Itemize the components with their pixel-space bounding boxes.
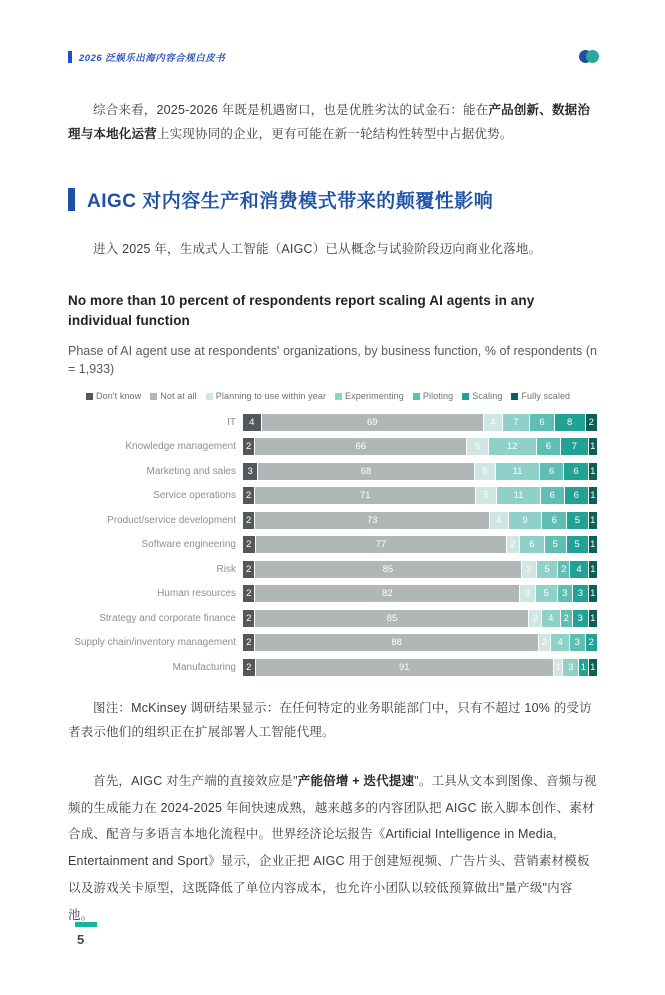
bar-segment bbox=[589, 585, 597, 602]
bar-segment bbox=[243, 414, 261, 431]
bar-segment bbox=[243, 536, 255, 553]
row-label: Manufacturing bbox=[172, 661, 236, 673]
legend-label: Don't know bbox=[96, 391, 142, 401]
bar-segment bbox=[530, 414, 554, 431]
bar-segment-value: 4 bbox=[576, 563, 582, 575]
bar-segment bbox=[490, 512, 508, 529]
chart-row bbox=[68, 557, 597, 582]
text-run: 综合来看，2025-2026 年既是机遇窗口，也是优胜劣汰的试金石：能在 bbox=[93, 103, 489, 117]
bar-segment-value: 3 bbox=[526, 563, 532, 575]
legend-label: Scaling bbox=[472, 391, 503, 401]
bar-segment bbox=[567, 536, 588, 553]
bar-segment-value: 6 bbox=[539, 416, 545, 428]
bar-segment bbox=[243, 585, 254, 602]
chart-row bbox=[68, 459, 597, 484]
bar-segment-value: 1 bbox=[590, 661, 596, 673]
legend-swatch-icon bbox=[150, 393, 157, 400]
stacked-bar bbox=[243, 561, 597, 578]
bar-segment bbox=[255, 561, 520, 578]
bar-segment bbox=[262, 414, 483, 431]
bar-segment-value: 2 bbox=[532, 612, 538, 624]
bar-segment bbox=[243, 438, 254, 455]
bar-segment-value: 3 bbox=[568, 661, 574, 673]
bar-segment-value: 1 bbox=[590, 514, 596, 526]
bar-segment-value: 4 bbox=[548, 612, 554, 624]
bar-segment bbox=[507, 536, 519, 553]
bar-segment bbox=[586, 414, 597, 431]
bar-segment-value: 3 bbox=[524, 588, 531, 599]
intro-paragraph bbox=[68, 98, 597, 146]
bar-segment-value: 3 bbox=[247, 465, 253, 477]
bar-segment bbox=[570, 561, 587, 578]
bar-segment-value: 8 bbox=[567, 416, 573, 428]
row-label: Marketing and sales bbox=[146, 465, 236, 477]
bar-segment-value: 73 bbox=[366, 514, 378, 526]
chart-row bbox=[68, 410, 597, 435]
bar-segment bbox=[243, 610, 254, 627]
stacked-bar bbox=[243, 585, 597, 602]
bar-segment bbox=[537, 561, 557, 578]
page-footer bbox=[75, 922, 97, 947]
bar-segment bbox=[255, 610, 528, 627]
bar-segment-value: 3 bbox=[577, 588, 583, 599]
header-title-group bbox=[68, 50, 225, 64]
section-accent-bar bbox=[68, 188, 75, 211]
bar-segment bbox=[589, 610, 597, 627]
bar-segment bbox=[540, 463, 563, 480]
bar-segment bbox=[256, 659, 553, 676]
text-run: "。工具从文本到图像、音频与视频的生成能力在 2024-2025 年间快速成熟，越来越多的内容团队把 AIGC 嵌入脚本创作、素材合成、配音与多语言本地化流程中。世界经济论坛报告《Artificial Intelligence in Media, Entertainment and Sport》显示，企业正把 AIGC 用于创建短视频、广告片头、营销素材模板以及游戏关卡原型，这既降低了单位内容成本，也允许小团队以较低预算做出"量产级"内容池。 bbox=[68, 773, 597, 922]
bar-segment bbox=[255, 634, 537, 651]
bar-segment-value: 71 bbox=[359, 490, 371, 501]
bar-segment bbox=[520, 536, 544, 553]
legend-item bbox=[335, 391, 404, 401]
row-label: IT bbox=[227, 416, 236, 428]
row-label: Risk bbox=[216, 563, 236, 575]
bar-segment bbox=[563, 659, 578, 676]
section-heading bbox=[68, 186, 597, 213]
bar-segment-value: 12 bbox=[506, 441, 518, 452]
legend-swatch-icon bbox=[206, 393, 213, 400]
document-title: 2026 泛娱乐出海内容合规白皮书 bbox=[79, 53, 226, 64]
bar-segment bbox=[555, 414, 585, 431]
bar-segment bbox=[522, 561, 536, 578]
brand-logo-icon bbox=[579, 50, 603, 64]
bar-segment bbox=[579, 659, 587, 676]
logo-circle-teal bbox=[586, 50, 599, 63]
bar-segment bbox=[243, 463, 257, 480]
bar-segment-value: 2 bbox=[510, 539, 516, 550]
bar-segment bbox=[551, 634, 569, 651]
bar-segment-value: 6 bbox=[573, 490, 579, 501]
bar-segment-value: 88 bbox=[391, 637, 402, 648]
bar-segment bbox=[589, 659, 597, 676]
bar-segment bbox=[536, 585, 557, 602]
document-page bbox=[0, 50, 665, 995]
bar-segment-value: 2 bbox=[246, 441, 252, 452]
stacked-bar bbox=[243, 659, 597, 676]
bar-segment-value: 1 bbox=[555, 661, 561, 673]
legend-swatch-icon bbox=[86, 393, 93, 400]
chart-title: No more than 10 percent of respondents report scaling AI agents in any individual function bbox=[68, 293, 535, 328]
chart-row bbox=[68, 606, 597, 631]
bar-segment-value: 5 bbox=[543, 588, 549, 599]
bar-segment bbox=[589, 463, 597, 480]
bar-segment bbox=[243, 561, 254, 578]
bar-segment-value: 91 bbox=[398, 661, 410, 673]
legend-swatch-icon bbox=[413, 393, 420, 400]
row-label: Knowledge management bbox=[125, 441, 236, 453]
bar-segment-value: 2 bbox=[246, 588, 252, 599]
stacked-bar bbox=[243, 634, 597, 651]
bar-segment-value: 1 bbox=[590, 588, 596, 599]
bar-segment bbox=[558, 585, 573, 602]
bar-segment-value: 77 bbox=[375, 539, 387, 550]
bar-segment-value: 2 bbox=[246, 637, 252, 648]
bar-segment-value: 1 bbox=[590, 612, 596, 624]
bar-segment bbox=[476, 487, 496, 504]
row-label: Product/service development bbox=[107, 514, 236, 526]
legend-label: Fully scaled bbox=[521, 391, 571, 401]
bar-segment bbox=[503, 414, 530, 431]
bar-segment bbox=[561, 438, 588, 455]
bar-segment-value: 1 bbox=[590, 465, 596, 477]
bar-segment bbox=[589, 438, 597, 455]
legend-item bbox=[413, 391, 453, 401]
bar-segment-value: 6 bbox=[573, 465, 579, 477]
bar-segment bbox=[564, 463, 587, 480]
bar-segment-value: 1 bbox=[590, 441, 596, 452]
bar-segment-value: 4 bbox=[557, 637, 563, 648]
bar-segment bbox=[567, 512, 588, 529]
bar-segment-value: 2 bbox=[561, 563, 567, 575]
bar-segment-value: 5 bbox=[483, 490, 490, 501]
stacked-bar bbox=[243, 487, 597, 504]
bar-segment bbox=[255, 512, 489, 529]
row-label: Supply chain/inventory management bbox=[74, 637, 236, 649]
bar-segment bbox=[554, 659, 562, 676]
stacked-bar bbox=[243, 512, 597, 529]
chart-row bbox=[68, 533, 597, 558]
bar-segment bbox=[509, 512, 542, 529]
bar-segment bbox=[475, 463, 495, 480]
bar-segment-value: 6 bbox=[545, 441, 552, 452]
bar-segment-value: 5 bbox=[574, 539, 580, 550]
bar-segment bbox=[542, 610, 560, 627]
bar-segment-value: 2 bbox=[246, 514, 252, 526]
figure-note bbox=[68, 696, 597, 744]
bar-segment bbox=[589, 561, 597, 578]
bar-segment-value: 1 bbox=[590, 490, 596, 501]
bar-segment bbox=[255, 585, 519, 602]
bar-segment bbox=[258, 463, 473, 480]
bar-segment-value: 4 bbox=[490, 416, 496, 428]
bar-segment bbox=[255, 487, 475, 504]
bar-segment bbox=[589, 487, 597, 504]
legend-item bbox=[150, 391, 197, 401]
text-run: 上实现协同的企业，更有可能在新一轮结构性转型中占据优势。 bbox=[156, 127, 513, 142]
bar-segment bbox=[467, 438, 487, 455]
chart-rows bbox=[68, 410, 597, 680]
bar-segment bbox=[520, 585, 535, 602]
bar-segment bbox=[541, 487, 564, 504]
row-label: Software engineering bbox=[141, 539, 236, 551]
bar-segment-value: 4 bbox=[496, 514, 502, 526]
body-paragraph bbox=[68, 768, 597, 929]
chart-row bbox=[68, 484, 597, 509]
footer-accent-bar bbox=[75, 922, 97, 927]
bar-segment bbox=[489, 438, 536, 455]
bar-segment bbox=[589, 536, 597, 553]
stacked-bar bbox=[243, 438, 597, 455]
chart-figure bbox=[68, 291, 597, 679]
bar-segment-value: 6 bbox=[529, 539, 535, 550]
section-title: AIGC 对内容生产和消费模式带来的颠覆性影响 bbox=[87, 191, 494, 213]
bar-segment-value: 1 bbox=[590, 539, 596, 550]
stacked-bar bbox=[243, 414, 597, 431]
row-label: Service operations bbox=[153, 490, 236, 502]
bar-segment-value: 68 bbox=[360, 465, 372, 477]
legend-swatch-icon bbox=[335, 393, 342, 400]
bar-segment-value: 2 bbox=[246, 539, 252, 550]
legend-swatch-icon bbox=[511, 393, 518, 400]
bar-segment-value: 11 bbox=[512, 465, 523, 477]
bar-segment bbox=[558, 561, 569, 578]
bar-segment-value: 6 bbox=[548, 465, 555, 477]
chart-row bbox=[68, 582, 597, 607]
bar-segment bbox=[573, 610, 588, 627]
chart-legend bbox=[86, 391, 597, 401]
bar-segment-value: 5 bbox=[474, 441, 481, 452]
bar-segment-value: 2 bbox=[246, 563, 252, 575]
bar-segment-value: 5 bbox=[574, 514, 580, 526]
legend-label: Piloting bbox=[422, 391, 454, 401]
legend-label: Planning to use within year bbox=[215, 391, 327, 401]
bar-segment bbox=[565, 487, 588, 504]
bar-segment-value: 2 bbox=[246, 612, 252, 624]
bar-segment bbox=[243, 512, 254, 529]
text-run: 首先，AIGC 对生产端的直接效应是" bbox=[93, 773, 298, 788]
bar-segment bbox=[529, 610, 540, 627]
bar-segment bbox=[256, 536, 507, 553]
bar-segment-value: 85 bbox=[382, 563, 394, 575]
chart-row bbox=[68, 508, 597, 533]
bar-segment-value: 69 bbox=[366, 416, 378, 428]
bar-segment-value: 5 bbox=[544, 563, 550, 575]
row-label: Strategy and corporate finance bbox=[99, 612, 236, 624]
legend-item bbox=[462, 391, 502, 401]
page-number: 5 bbox=[77, 932, 85, 947]
page-header bbox=[68, 50, 603, 64]
bar-segment bbox=[539, 634, 550, 651]
bar-segment bbox=[255, 438, 466, 455]
bold-text-run: 产品创新、数据治理与本地化运营 bbox=[68, 103, 591, 142]
bar-segment-value: 2 bbox=[563, 612, 569, 624]
stacked-bar bbox=[243, 536, 597, 553]
stacked-bar bbox=[243, 610, 597, 627]
bar-segment-value: 85 bbox=[386, 612, 398, 624]
bar-segment bbox=[561, 610, 572, 627]
bar-segment-value: 7 bbox=[513, 416, 519, 428]
legend-item bbox=[206, 391, 326, 401]
bar-segment bbox=[570, 634, 585, 651]
bar-segment-value: 3 bbox=[577, 612, 583, 624]
bar-segment-value: 1 bbox=[590, 563, 596, 575]
chart-row bbox=[68, 435, 597, 460]
bar-segment-value: 5 bbox=[552, 539, 558, 550]
bar-segment-value: 66 bbox=[355, 441, 367, 452]
bar-segment bbox=[542, 512, 566, 529]
chart-row bbox=[68, 655, 597, 680]
bar-segment-value: 2 bbox=[541, 637, 548, 648]
text-run: 图注：McKinsey 调研结果显示：在任何特定的业务职能部门中，只有不超过 10% 的受访者表示他们的组织正在扩展部署人工智能代理。 bbox=[68, 700, 592, 739]
bar-segment bbox=[586, 634, 597, 651]
bar-segment-value: 1 bbox=[580, 661, 586, 673]
row-label: Human resources bbox=[157, 588, 236, 600]
chart-subtitle: Phase of AI agent use at respondents' organizations, by business function, % of respondents (n = 1,933) bbox=[68, 343, 597, 377]
bar-segment bbox=[496, 463, 539, 480]
bar-segment bbox=[484, 414, 502, 431]
bar-segment-value: 3 bbox=[562, 588, 568, 599]
bar-segment-value: 2 bbox=[588, 416, 594, 428]
legend-label: Not at all bbox=[160, 391, 197, 401]
bar-segment-value: 5 bbox=[482, 465, 488, 477]
bar-segment-value: 82 bbox=[382, 588, 393, 599]
legend-swatch-icon bbox=[462, 393, 469, 400]
section-lead-paragraph: 进入 2025 年，生成式人工智能（AIGC）已从概念与试验阶段迈向商业化落地。 bbox=[93, 242, 542, 257]
bar-segment-value: 9 bbox=[522, 514, 528, 526]
bar-segment bbox=[243, 659, 255, 676]
bar-segment-value: 11 bbox=[513, 490, 524, 501]
legend-label: Experimenting bbox=[345, 391, 404, 401]
bar-segment-value: 3 bbox=[574, 637, 580, 648]
bar-segment bbox=[537, 438, 561, 455]
bar-segment bbox=[545, 536, 566, 553]
bar-segment-value: 7 bbox=[571, 441, 578, 452]
bar-segment-value: 2 bbox=[588, 637, 594, 648]
bar-segment-value: 2 bbox=[245, 490, 252, 501]
bar-segment bbox=[243, 634, 254, 651]
bar-segment-value: 2 bbox=[246, 661, 252, 673]
bar-segment-value: 6 bbox=[549, 490, 555, 501]
bar-segment bbox=[497, 487, 539, 504]
legend-item bbox=[86, 391, 141, 401]
header-accent-bar bbox=[68, 51, 72, 63]
bar-segment bbox=[589, 512, 597, 529]
stacked-bar bbox=[243, 463, 597, 480]
bar-segment bbox=[243, 487, 254, 504]
bold-text-run: 产能倍增 + 迭代提速 bbox=[297, 773, 415, 788]
bar-segment-value: 6 bbox=[551, 514, 557, 526]
legend-item bbox=[511, 391, 570, 401]
bar-segment-value: 4 bbox=[249, 416, 255, 428]
chart-row bbox=[68, 631, 597, 656]
bar-segment bbox=[573, 585, 588, 602]
